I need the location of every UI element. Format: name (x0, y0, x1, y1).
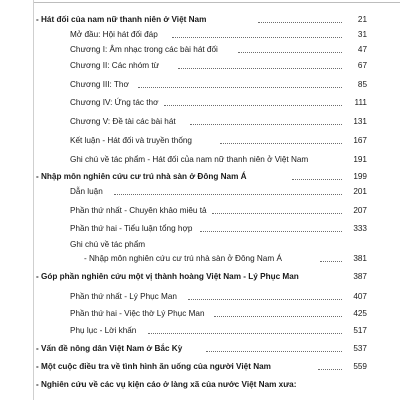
leader-dots (292, 179, 342, 180)
toc-entry (0, 361, 400, 373)
leader-dots (200, 231, 342, 232)
toc-entry-page: 207 (353, 206, 367, 215)
toc-entry-page: 67 (357, 61, 367, 70)
toc-entry-page: 201 (353, 187, 367, 196)
toc-entry-title: Phần thứ hai - Tiểu luận tổng hợp (70, 224, 193, 233)
toc-entry (0, 171, 400, 183)
leader-dots (172, 37, 342, 38)
leader-dots (138, 87, 342, 88)
toc-entry-page: 387 (353, 272, 367, 281)
toc-entry-page: 407 (353, 292, 367, 301)
toc-entry-title: - Vấn đề nông dân Việt Nam ở Bắc Kỳ (36, 344, 183, 353)
toc-entry (0, 253, 400, 265)
toc-entry (0, 308, 400, 320)
toc-entry-page: 381 (353, 254, 367, 263)
toc-entry-page: 333 (353, 224, 367, 233)
leader-dots (238, 52, 342, 53)
leader-dots (212, 213, 342, 214)
toc-entry-title: Chương IV: Ứng tác thơ (70, 98, 159, 107)
leader-dots (258, 22, 342, 23)
toc-entry-title: Phần thứ nhất - Chuyên khảo miêu tả (70, 206, 207, 215)
toc-entry-page: 167 (353, 136, 367, 145)
toc-entry (0, 325, 400, 337)
toc-entry (0, 343, 400, 355)
leader-dots (214, 316, 342, 317)
leader-dots (164, 105, 342, 106)
toc-entry-title: Ghi chú về tác phẩm - Hát đối của nam nữ thanh niên ở Việt Nam (70, 155, 309, 164)
toc-entry-title: - Góp phần nghiên cứu một vị thành hoàng Việt Nam - Lý Phục Man (36, 272, 299, 281)
toc-entry-title: Chương II: Các nhóm từ (70, 61, 160, 70)
toc-entry-title: - Một cuộc điều tra về tình hình ăn uống của người Việt Nam (36, 362, 271, 371)
toc-entry-title: - Nhập môn nghiên cứu cư trú nhà sàn ở Đông Nam Á (84, 254, 282, 263)
toc-entry (0, 154, 400, 166)
leader-dots (318, 369, 342, 370)
toc-entry (0, 271, 400, 283)
toc-entry-page: 31 (357, 30, 367, 39)
leader-dots (178, 68, 342, 69)
leader-dots (188, 299, 342, 300)
toc-entry-title: Mở đầu: Hội hát đối đáp (70, 30, 158, 39)
toc-entry-title: Chương V: Đề tài các bài hát (70, 117, 176, 126)
toc-entry (0, 44, 400, 56)
toc-entry (0, 223, 400, 235)
toc-entry-page: 47 (357, 45, 367, 54)
toc-entry (0, 79, 400, 91)
toc-entry-title: - Nghiên cứu về các vụ kiện cáo ở làng xã của nước Việt Nam xưa: (36, 380, 297, 389)
toc-entry-page: 199 (353, 172, 367, 181)
toc-entry (0, 135, 400, 147)
toc-entry-title: Chương III: Thơ (70, 80, 129, 89)
toc-entry-page: 21 (357, 15, 367, 24)
toc-entry-title: Phần thứ hai - Việc thờ Lý Phục Man (70, 309, 205, 318)
top-rule (34, 2, 400, 3)
toc-entry-page: 111 (354, 98, 367, 107)
leader-dots (220, 143, 342, 144)
toc-entry (0, 29, 400, 41)
toc-entry (0, 14, 400, 26)
toc-entry-page: 191 (353, 155, 367, 164)
toc-entry-title: Kết luận - Hát đối và truyền thống (70, 136, 192, 145)
toc-entry (0, 60, 400, 72)
toc-entry-page: 85 (357, 80, 367, 89)
toc-entry-title: Dẫn luận (70, 187, 103, 196)
toc-entry-title: Chương I: Âm nhạc trong các bài hát đối (70, 45, 218, 54)
leader-dots (320, 261, 342, 262)
toc-entry (0, 239, 400, 251)
toc-entry-page: 517 (353, 326, 367, 335)
toc-entry-title: Phần thứ nhất - Lý Phục Man (70, 292, 177, 301)
toc-entry (0, 97, 400, 109)
toc-entry-page: 425 (353, 309, 367, 318)
toc-entry (0, 186, 400, 198)
leader-dots (206, 351, 342, 352)
leader-dots (148, 333, 342, 334)
toc-entry (0, 379, 400, 391)
toc-entry-title: - Hát đối của nam nữ thanh niên ở Việt Nam (36, 15, 207, 24)
leader-dots (190, 124, 342, 125)
toc-entry-title: Phụ lục - Lời khấn (70, 326, 137, 335)
toc-entry-title: Ghi chú về tác phẩm (70, 240, 146, 249)
toc-entry (0, 116, 400, 128)
toc-entry-title: - Nhập môn nghiên cứu cư trú nhà sàn ở Đông Nam Á (36, 172, 247, 181)
toc-entry-page: 537 (353, 344, 367, 353)
toc-entry (0, 291, 400, 303)
toc-entry-page: 559 (353, 362, 367, 371)
leader-dots (114, 194, 342, 195)
toc-entry-page: 131 (353, 117, 367, 126)
toc-entry (0, 205, 400, 217)
